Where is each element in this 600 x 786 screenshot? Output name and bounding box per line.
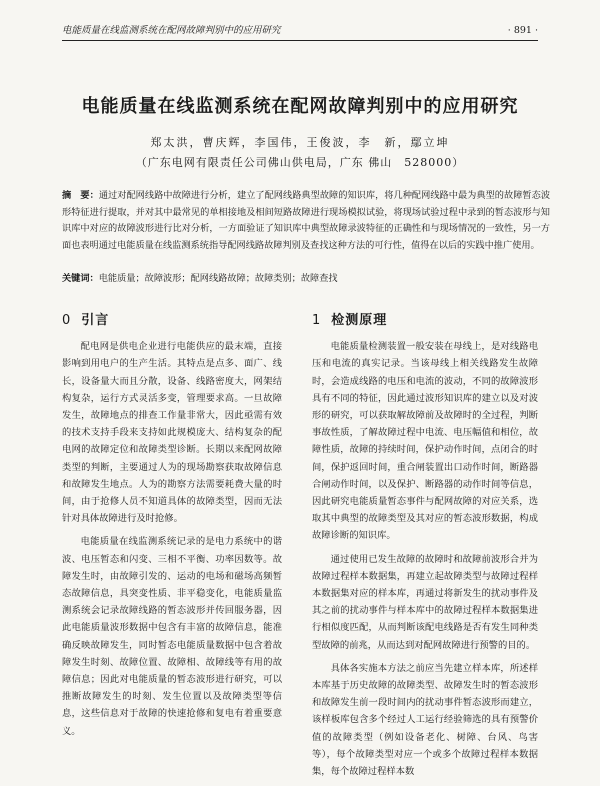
section-heading-principle [312,312,538,329]
paragraph: 通过使用已发生故障的故障时和故障前波形合并为故障过程样本数据集，再建立起故障类型与故障过程样本数据集对应的样本库，再通过将新发生的扰动事件及其之前的扰动事件与样本库中的故障过程样本数据集进行相似度匹配，从而判断该配电线路是否有发生同种类型故障的前兆，从而达到对配网故障进行预警的目的。 [312,553,538,651]
keywords-text: 电能质量；故障波形；配网线路故障；故障类别；故障查找 [98,273,338,284]
running-head-title: 电能质量在线监测系统在配网故障判别中的应用研究 [62,25,281,36]
left-column [62,312,282,746]
paper-authors: 郑太洪，曹庆辉，李国伟，王俊波，李 新，鄢立坤 [150,136,450,149]
section-title: 引言 [81,313,110,328]
abstract-text: 通过对配网线路中故障进行分析，建立了配网线路典型故障的知识库，将几种配网线路中最为典型的故障暂态波形特征进行提取，并对其中最常见的单相接地及相间短路故障进行现场模拟试验，将现场试验过程中录到的暂态波形与知识库中对应的故障波形进行比对分析，一方面验证了知识库中典型故障录波特征的正确性和与现场情况的一致性，另一方面也表明通过电能质量在线监测系统指导配网线路故障判别及查找这种方法的可行性，值得在以后的实践中推广使用。 [62,190,551,251]
keywords-label: 关键词： [62,273,99,284]
abstract [62,188,550,254]
paragraph: 电能质量检测装置一般安装在母线上，是对线路电压和电流的真实记录。当该母线上相关线路发生故障时，会造成线路的电压和电流的波动，不同的故障波形具有不同的特征，因此通过波形知识库的建立以及对波形的研究，可以获取解故障前及故障时的全过程，判断事故性质，了解故障过程中电流、电压幅值和相位，故障性质，故障的持续时间，保护动作时间，点闭合的时间，保护返回时间，重合闸装置出口动作时间，断路器合闸动作时间，以及保护、断路器的动作时间等信息，因此研究电能质量暂态事件与配网故障的对应关系，选取其中典型的故障类型及其对应的暂态波形数据，构成故障诊断的知识库。 [312,341,538,542]
running-header [62,24,538,41]
paragraph: 电能质量在线监测系统记录的是电力系统中的谐波、电压暂态和闪变、三相不平衡、功率因数等。故障发生时，由故障引发的、运动的电场和磁场高频暂态故障信息，具突变性质、非平稳变化，电能质量监测系统会记录故障线路的暂态波形并传回服务器，因此电能质量波形数据中包含有丰富的故障信息，能准确反映故障发生，同时暂态电能质量数据中包含着故障发生时刻、故障位置、故障相、故障线等有用的故障信息；因此对电能质量的暂态波形进行研究，可以推断故障发生的时刻、发生位置以及故障类型等信息，这些信息对于故障的快速抢修和复电有着重要意义。 [62,536,282,737]
abstract-label: 摘 要： [62,190,99,201]
page-number: · 891 · [507,25,538,36]
section-number: 0 [62,313,72,328]
paper-affiliation: （广东电网有限责任公司佛山供电局，广东 佛山 528000） [135,156,465,169]
paragraph: 配电网是供电企业进行电能供应的最末端，直接影响到用电户的生产生活。其特点是点多、面广、线长，设备量大而且分散，设备、线路密度大，网架结构复杂，运行方式灵活多变，管理要求高。一旦故障发生，故障地点的排查工作量非常大，因此亟需有效的技术支持手段来支持如此规模庞大、结构复杂的配电网的故障定位和故障类型诊断。长期以来配网故障类型的判断，主要通过人为的现场勘察获取故障信息和故障发生地点。人为的勘察方法需要耗费大量的时间，由于抢修人员不知道具体的故障类型，因而无法针对具体故障进行及时抢修。 [62,341,282,525]
section-number: 1 [312,313,322,328]
right-column [312,312,538,786]
keywords [62,271,550,287]
paper-title: 电能质量在线监测系统在配网故障判别中的应用研究 [81,96,519,117]
section-title: 检测原理 [331,313,388,328]
section-heading-intro [62,312,282,329]
paragraph: 具体各实施本方法之前应当先建立样本库，所述样本库基于历史故障的故障类型、故障发生时的暂态波形和故障发生前一段时间内的扰动事件暂态波形而建立，该样板库包含多个经过人工运行经验筛选的具有预警价值的故障类型（例如设备老化、树障、台风、鸟害等），每个故障类型对应一个或多个故障过程样本数据集，每个故障过程样本数 [312,662,538,778]
